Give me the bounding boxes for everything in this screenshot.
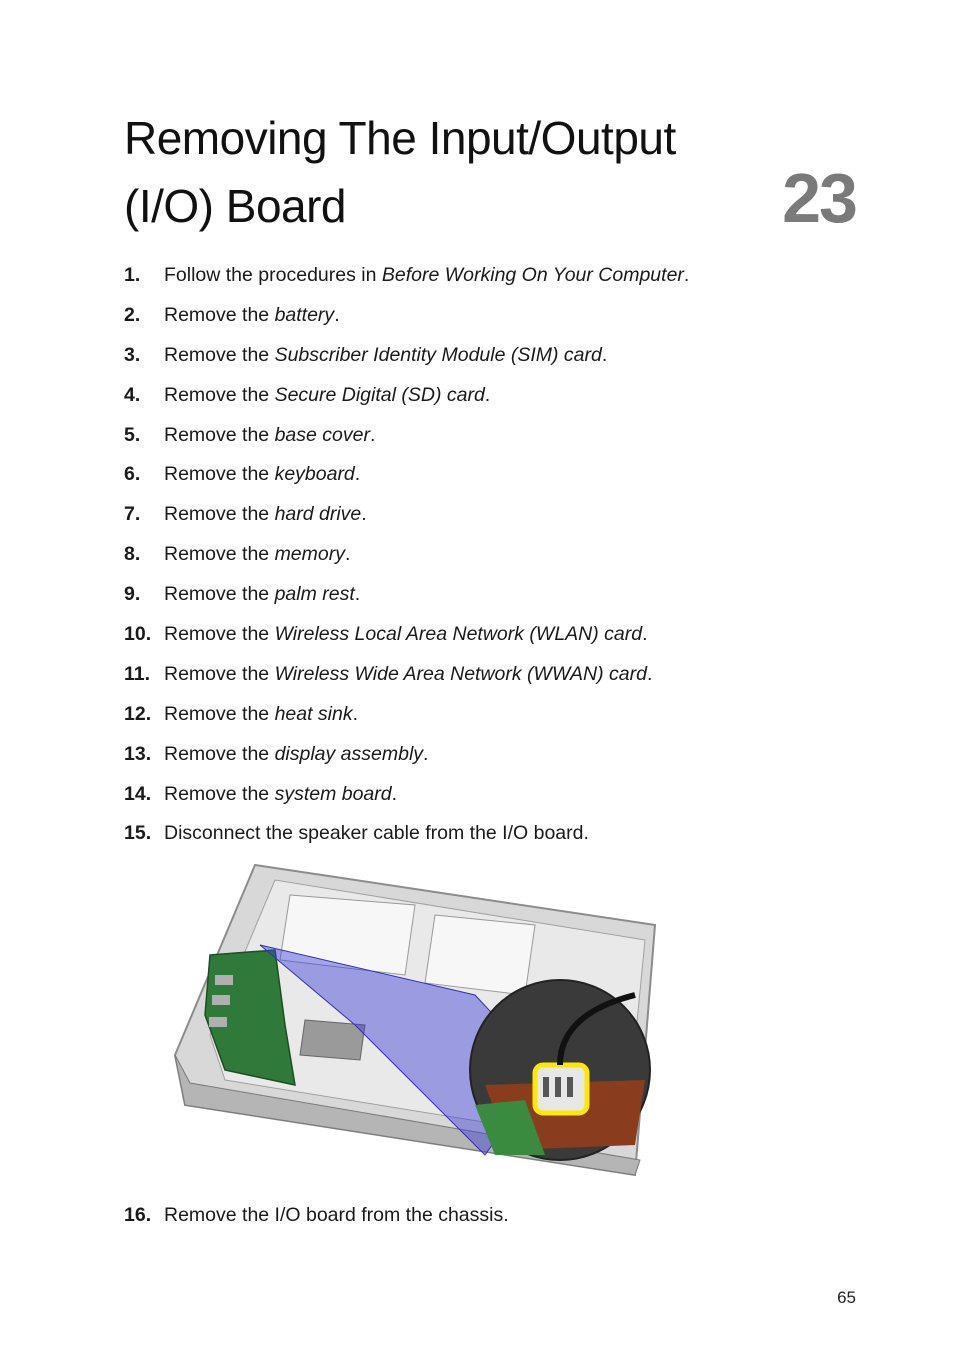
step-link[interactable]: Wireless Wide Area Network (WWAN) card xyxy=(274,662,647,685)
step-number: 5. xyxy=(124,423,141,446)
step-text: Follow the procedures in Before Working On Your Computer. xyxy=(164,264,690,286)
step-link[interactable]: battery xyxy=(274,303,335,326)
step-item xyxy=(124,779,864,819)
step-text: Remove the Subscriber Identity Module (SIM) card. xyxy=(164,343,608,366)
step-item xyxy=(124,699,864,739)
step-number: 9. xyxy=(124,583,141,606)
step-number: 10. xyxy=(124,623,152,646)
step-link[interactable]: Subscriber Identity Module (SIM) card xyxy=(274,343,602,366)
step-number: 15. xyxy=(124,822,152,845)
step-number: 12. xyxy=(124,702,152,725)
step-link[interactable]: system board xyxy=(274,782,392,805)
step-link[interactable]: hard drive xyxy=(274,503,362,526)
step-text: Remove the base cover. xyxy=(164,423,376,446)
step-text: Remove the palm rest. xyxy=(164,583,361,606)
connector-pin xyxy=(555,1077,561,1097)
step-number: 8. xyxy=(124,543,141,566)
step-number: 7. xyxy=(124,503,141,526)
step-text: Remove the memory. xyxy=(164,543,351,566)
io-port xyxy=(209,1017,227,1027)
step-link[interactable]: keyboard xyxy=(274,463,355,486)
io-port xyxy=(212,995,230,1005)
chapter-number: 23 xyxy=(782,159,856,237)
step-link[interactable]: Wireless Local Area Network (WLAN) card xyxy=(274,623,643,646)
step-text: Disconnect the speaker cable from the I/O board. xyxy=(164,822,589,845)
step-number: 11. xyxy=(124,662,151,685)
procedure-steps xyxy=(124,260,864,858)
step-number: 6. xyxy=(124,463,141,486)
step-text: Remove the heat sink. xyxy=(164,702,359,725)
step-item xyxy=(124,499,864,539)
step-link[interactable]: Secure Digital (SD) card xyxy=(274,383,485,406)
thermal-pad xyxy=(300,1020,365,1060)
step-item xyxy=(124,420,864,460)
step-number: 3. xyxy=(124,343,141,366)
step-text: Remove the Wireless Local Area Network (WLAN) card. xyxy=(164,623,648,646)
io-board-figure xyxy=(165,855,660,1180)
step-item xyxy=(124,739,864,779)
step-link[interactable]: base cover xyxy=(274,423,370,446)
step-item xyxy=(124,340,864,380)
step-number: 16. xyxy=(124,1204,152,1226)
step-number: 13. xyxy=(124,742,152,765)
step-link[interactable]: heat sink xyxy=(274,702,353,725)
step-text: Remove the Wireless Wide Area Network (WWAN) card. xyxy=(164,662,653,685)
step-number: 1. xyxy=(124,264,141,286)
step-item xyxy=(124,579,864,619)
step-text: Remove the battery. xyxy=(164,303,340,326)
step-item xyxy=(124,300,864,340)
page-number: 65 xyxy=(837,1288,856,1307)
step-text: Remove the hard drive. xyxy=(164,503,367,526)
step-number: 2. xyxy=(124,303,141,326)
step-link[interactable]: display assembly xyxy=(274,742,424,765)
step-text: Remove the display assembly. xyxy=(164,742,429,765)
step-number: 4. xyxy=(124,383,141,406)
step-item xyxy=(124,659,864,699)
step-text: Remove the system board. xyxy=(164,782,398,805)
step-link[interactable]: palm rest xyxy=(274,583,355,606)
io-port xyxy=(215,975,233,985)
step-text: Remove the keyboard. xyxy=(164,463,361,486)
hdd-bay xyxy=(425,915,535,995)
step-item xyxy=(124,260,864,300)
step-item xyxy=(124,619,864,659)
step-item xyxy=(124,818,864,858)
connector-pin xyxy=(543,1077,549,1097)
step-item xyxy=(124,539,864,579)
step-number: 14. xyxy=(124,782,152,805)
step-text: Remove the Secure Digital (SD) card. xyxy=(164,383,491,406)
step-text: Remove the I/O board from the chassis. xyxy=(164,1204,509,1226)
step-item xyxy=(124,459,864,499)
step-link[interactable]: memory xyxy=(274,543,345,566)
step-item xyxy=(124,380,864,420)
page-title: Removing The Input/Output (I/O) Board xyxy=(124,112,676,232)
connector-pin xyxy=(567,1077,573,1097)
step-link[interactable]: Before Working On Your Computer xyxy=(381,264,684,286)
